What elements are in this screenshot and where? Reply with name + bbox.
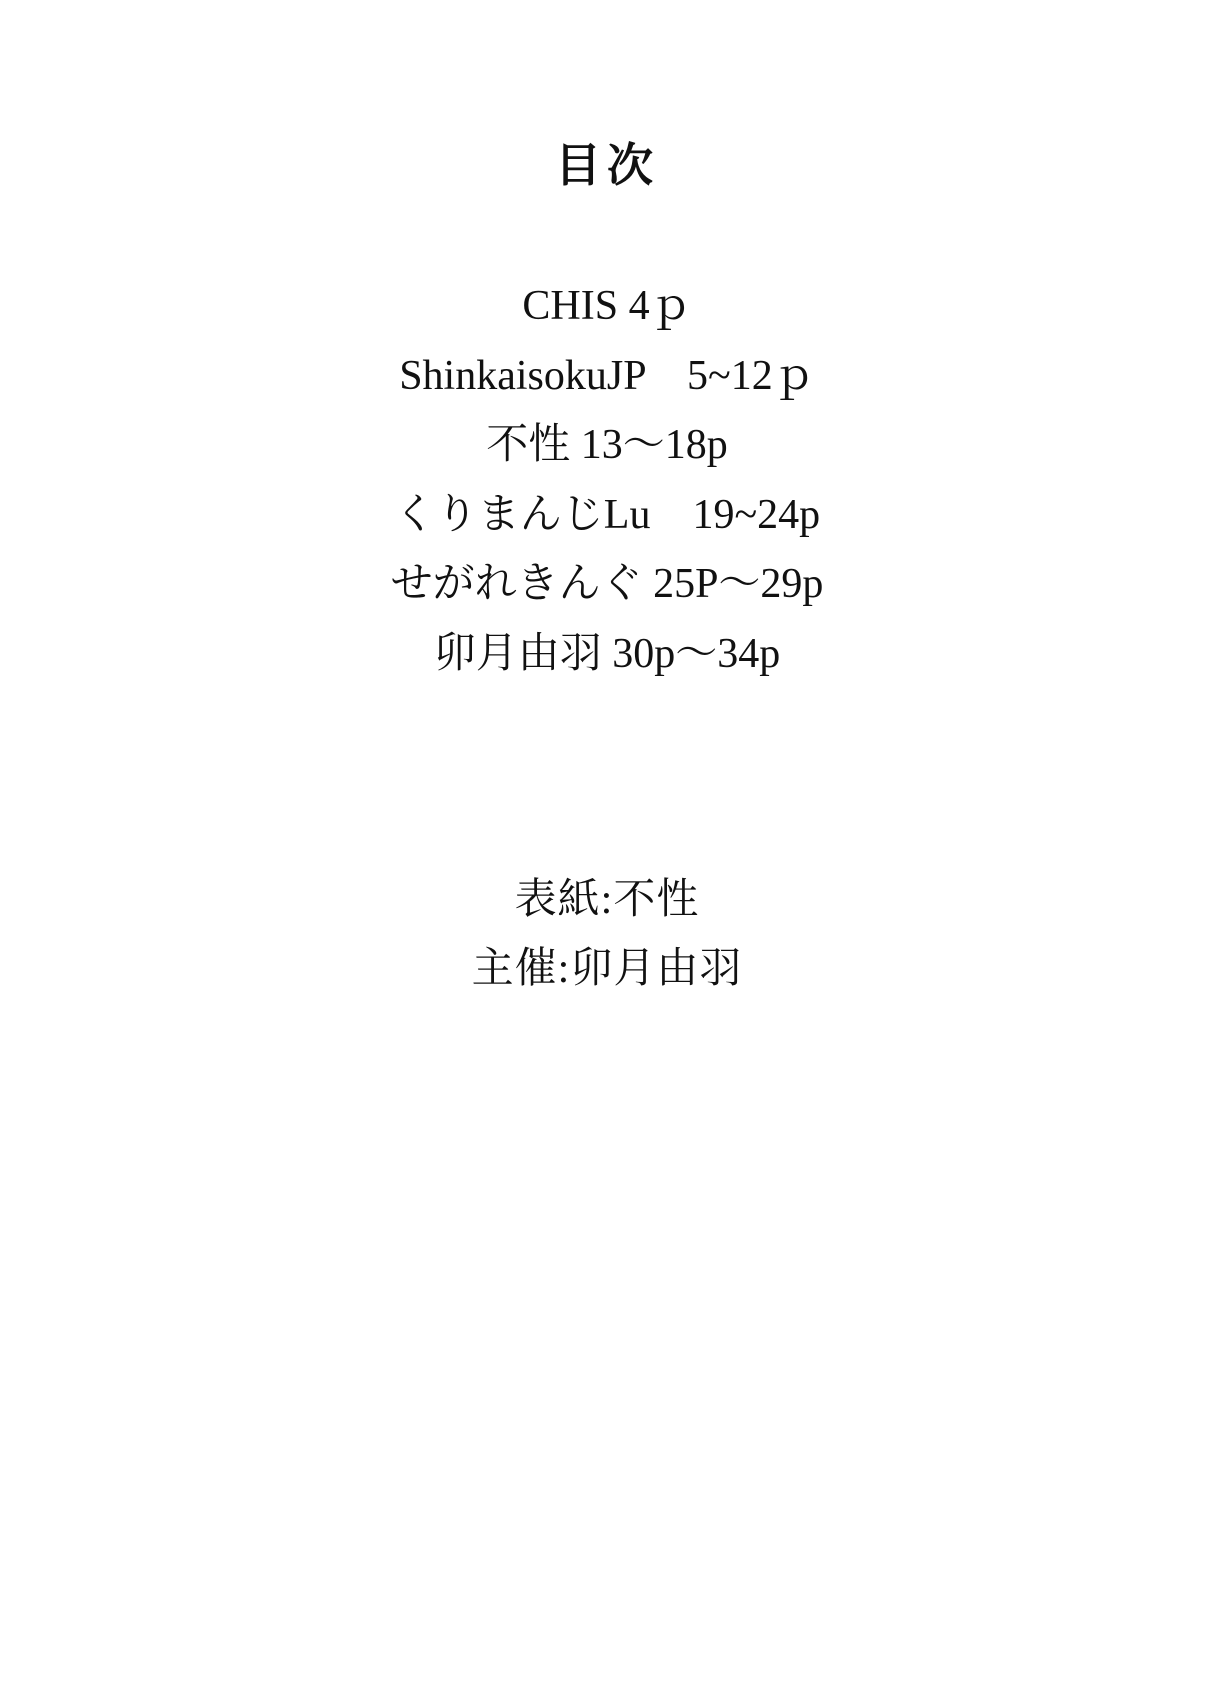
toc-entry: せがれきんぐ 25P〜29p (390, 561, 824, 608)
toc-entry: ShinkaisokuJP 5~12ｐ (399, 352, 815, 399)
toc-entry: 卯月由羽 30p〜34p (433, 631, 781, 678)
page-title: 目次 (555, 140, 659, 191)
toc-entry: くりまんじLu 19~24p (393, 491, 821, 538)
credit-cover-artist: 表紙:不性 (514, 876, 700, 923)
credits-block (472, 870, 743, 1000)
toc-entry: 不性 13〜18p (486, 422, 728, 469)
toc-entry: CHIS 4ｐ (522, 282, 692, 329)
table-of-contents (391, 277, 824, 685)
credit-organizer: 主催:卯月由羽 (471, 945, 743, 992)
